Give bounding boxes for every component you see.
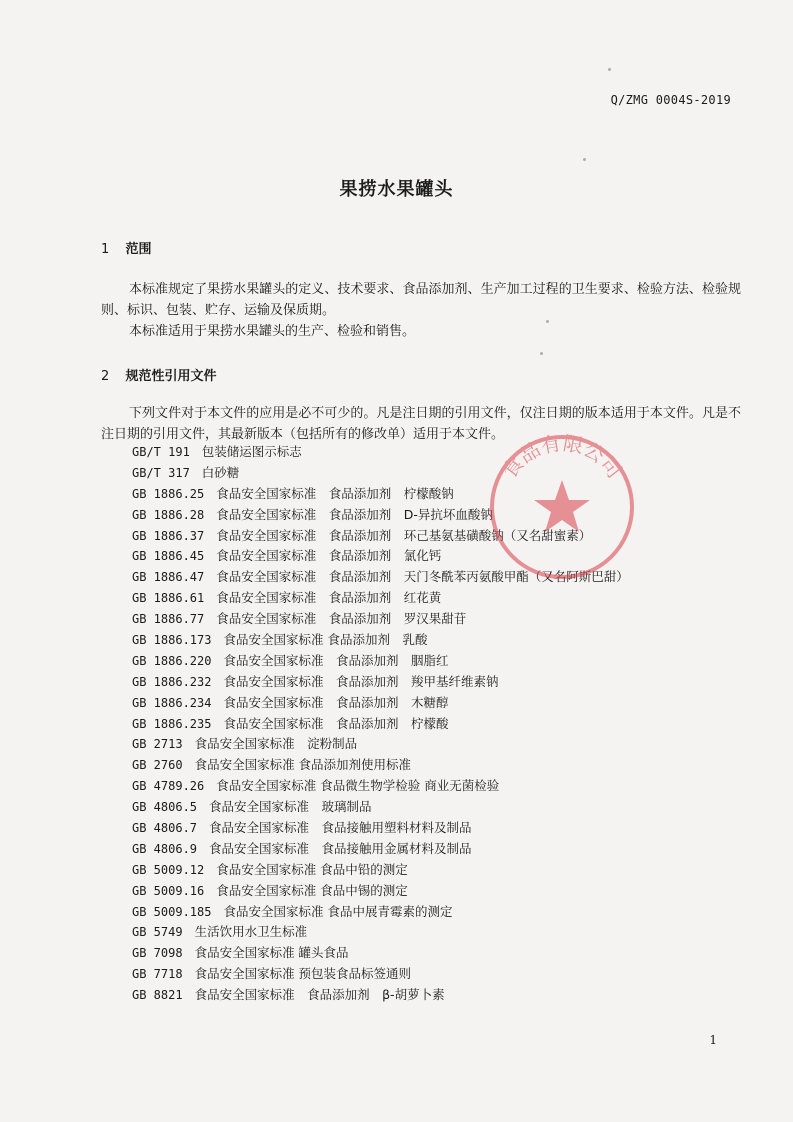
reference-item [132, 922, 629, 943]
reference-code: GB 5749 [132, 925, 183, 940]
reference-title: 食品安全国家标准 罐头食品 [194, 945, 349, 961]
reference-item [132, 818, 629, 839]
reference-title: 白砂糖 [201, 464, 240, 480]
reference-title: 食品安全国家标准 食品微生物学检验 商业无菌检验 [216, 778, 500, 794]
section-2-paragraph-1: 下列文件对于本文件的应用是必不可少的。凡是注日期的引用文件，仅注日期的版本适用于本文件。凡是不注日期的引用文件，其最新版本（包括所有的修改单）适用于本文件。 [101, 406, 741, 442]
reference-item [132, 630, 629, 651]
page-number: 1 [709, 1033, 717, 1047]
reference-item [132, 943, 629, 964]
reference-title: 食品安全国家标准 食品添加剂 红花黄 [216, 590, 442, 606]
reference-title: 生活饮用水卫生标准 [194, 924, 308, 940]
reference-code: GB 4806.7 [132, 821, 198, 836]
reference-code: GB 1886.234 [132, 695, 212, 710]
reference-code: GB 1886.25 [132, 486, 205, 501]
reference-title: 食品安全国家标准 食品添加剂 柠檬酸 [223, 715, 449, 731]
reference-item [132, 839, 629, 860]
section-2-number: 2 [101, 369, 110, 384]
reference-title: 食品安全国家标准 食品添加剂 氯化钙 [216, 548, 442, 564]
reference-code: GB 5009.185 [132, 904, 212, 919]
reference-title: 食品安全国家标准 食品接触用塑料材料及制品 [209, 820, 472, 836]
reference-title: 食品安全国家标准 淀粉制品 [194, 736, 358, 752]
section-1-paragraph-1: 本标准规定了果捞水果罐头的定义、技术要求、食品添加剂、生产加工过程的卫生要求、检验方法、检验规则、标识、包装、贮存、运输及保质期。 [101, 282, 741, 318]
reference-code: GB 5009.16 [132, 883, 205, 898]
reference-title: 食品安全国家标准 食品接触用金属材料及制品 [209, 840, 472, 856]
reference-code: GB 1886.232 [132, 674, 212, 689]
section-2-heading [101, 365, 217, 384]
reference-title: 食品安全国家标准 食品添加剂 乳酸 [223, 632, 428, 648]
reference-code: GB 1886.173 [132, 633, 212, 648]
reference-title: 食品安全国家标准 食品添加剂 木糖醇 [223, 694, 449, 710]
reference-title: 食品安全国家标准 食品中锡的测定 [216, 882, 408, 898]
section-1-paragraph-2: 本标准适用于果捞水果罐头的生产、检验和销售。 [129, 324, 416, 339]
scan-speck [546, 320, 549, 323]
section-1-title: 范围 [125, 242, 152, 257]
reference-title: 食品安全国家标准 食品添加剂 D-异抗坏血酸钠 [216, 506, 493, 522]
company-seal-stamp [487, 432, 637, 582]
reference-item [132, 902, 629, 923]
reference-title: 食品安全国家标准 食品添加剂 β-胡萝卜素 [194, 987, 445, 1003]
reference-code: GB 2713 [132, 737, 183, 752]
reference-code: GB 1886.47 [132, 570, 205, 585]
reference-item [132, 860, 629, 881]
reference-item [132, 881, 629, 902]
reference-title: 食品安全国家标准 食品添加剂 环己基氨基磺酸钠（又名甜蜜素） [216, 527, 592, 543]
reference-code: GB 4806.9 [132, 841, 198, 856]
section-2-title: 规范性引用文件 [125, 369, 217, 384]
reference-code: GB/T 317 [132, 465, 190, 480]
reference-code: GB 8821 [132, 988, 183, 1003]
reference-item [132, 588, 629, 609]
standard-code: Q/ZMG 0004S-2019 [610, 93, 731, 107]
reference-code: GB 2760 [132, 758, 183, 773]
reference-title: 食品安全国家标准 预包装食品标签通则 [194, 966, 412, 982]
reference-code: GB 1886.45 [132, 549, 205, 564]
reference-title: 食品安全国家标准 食品中铅的测定 [216, 861, 408, 877]
reference-title: 食品安全国家标准 食品添加剂 柠檬酸钠 [216, 485, 454, 501]
section-1-heading [101, 238, 152, 257]
reference-code: GB 7718 [132, 967, 183, 982]
reference-item [132, 609, 629, 630]
reference-title: 食品安全国家标准 玻璃制品 [209, 799, 372, 815]
reference-title: 包装储运图示标志 [201, 444, 302, 459]
reference-code: GB/T 191 [132, 445, 190, 459]
reference-code: GB 1886.28 [132, 507, 205, 522]
reference-code: GB 1886.61 [132, 591, 205, 606]
reference-item [132, 797, 629, 818]
reference-code: GB 5009.12 [132, 862, 205, 877]
reference-title: 食品安全国家标准 食品中展青霉素的测定 [223, 903, 453, 919]
reference-title: 食品安全国家标准 食品添加剂 天门冬酰苯丙氨酸甲酯（又名阿斯巴甜） [216, 569, 629, 585]
reference-title: 食品安全国家标准 食品添加剂使用标准 [194, 757, 412, 773]
reference-item [132, 693, 629, 714]
scan-speck [583, 158, 586, 161]
scan-speck [540, 352, 543, 355]
reference-item [132, 714, 629, 735]
seal-star-icon [534, 480, 590, 532]
reference-item [132, 985, 629, 1006]
reference-item [132, 776, 629, 797]
reference-item [132, 964, 629, 985]
reference-code: GB 7098 [132, 946, 183, 961]
reference-title: 食品安全国家标准 食品添加剂 羧甲基纤维素钠 [223, 673, 499, 689]
reference-code: GB 4789.26 [132, 779, 205, 794]
reference-title: 食品安全国家标准 食品添加剂 罗汉果甜苷 [216, 611, 467, 627]
seal-text: 食品有限公司 [497, 432, 627, 483]
reference-item [132, 672, 629, 693]
reference-item [132, 755, 629, 776]
reference-code: GB 1886.235 [132, 716, 212, 731]
reference-title: 食品安全国家标准 食品添加剂 胭脂红 [223, 652, 449, 668]
reference-item [132, 651, 629, 672]
section-1-number: 1 [101, 242, 110, 257]
scan-speck [608, 68, 611, 71]
reference-item [132, 734, 629, 755]
document-title: 果捞水果罐头 [339, 179, 454, 200]
reference-code: GB 1886.37 [132, 528, 205, 543]
reference-code: GB 4806.5 [132, 800, 198, 815]
reference-code: GB 1886.220 [132, 653, 212, 668]
reference-code: GB 1886.77 [132, 612, 205, 627]
